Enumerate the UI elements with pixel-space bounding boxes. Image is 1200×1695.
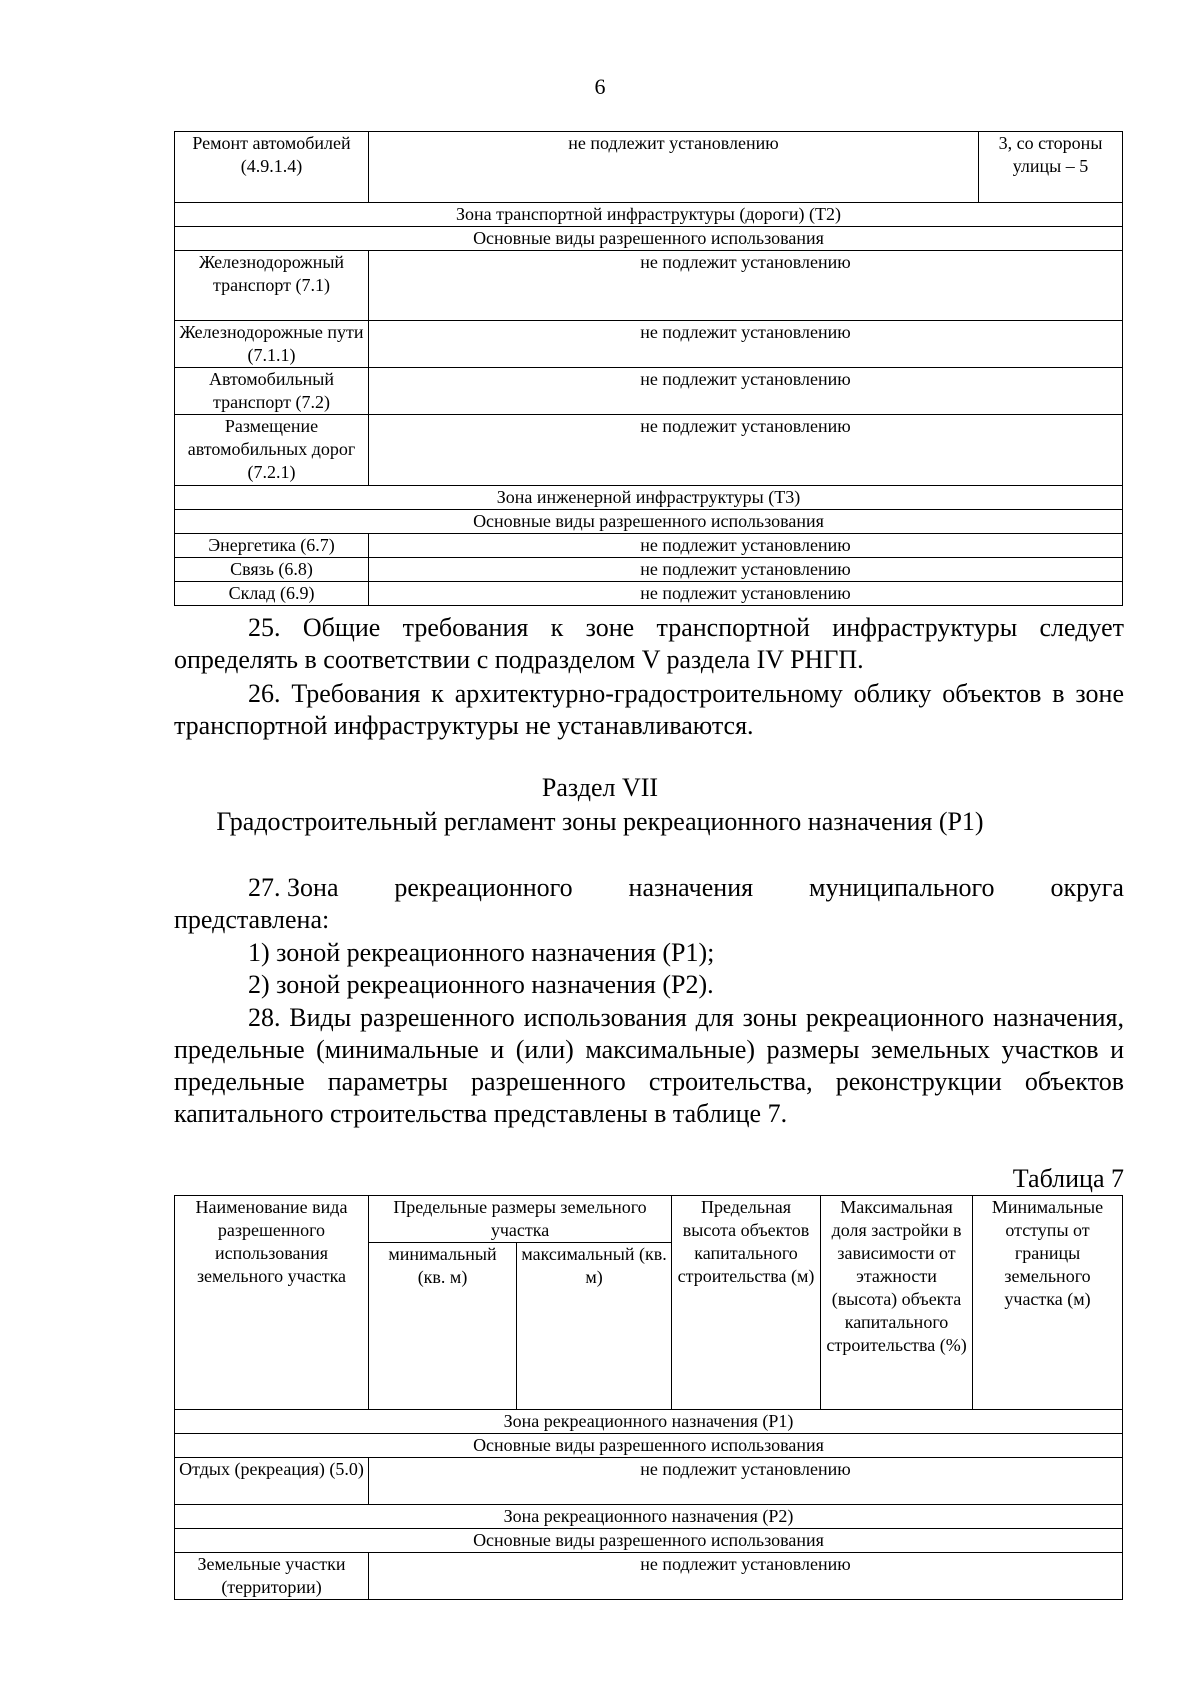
list-item-p2: 2) зоной рекреационного назначения (Р2). (248, 970, 714, 999)
zone-title-row (175, 1410, 1123, 1434)
header-max-size: максимальный (кв. м) (517, 1243, 672, 1410)
table-label: Таблица 7 (1012, 1164, 1124, 1193)
header-max-share: Максимальная доля застройки в зависимости от этажности (высота) объекта капитального строительства (%) (821, 1196, 973, 1410)
setback-cell: 3, со стороны улицы – 5 (979, 132, 1123, 203)
paragraph-27-word: назначения (628, 873, 754, 902)
zone-subtitle-row (175, 1529, 1123, 1553)
list-item-p1: 1) зоной рекреационного назначения (Р1); (248, 938, 715, 967)
zone-subtitle-row (175, 1434, 1123, 1458)
use-name-cell: Размещение автомобильных дорог (7.2.1) (175, 415, 369, 486)
table-row (175, 132, 1123, 203)
value-cell: не подлежит установлению (369, 368, 1123, 415)
section-heading: Раздел VII (541, 773, 659, 802)
paragraph-27-word: муниципального (809, 873, 995, 902)
value-cell: не подлежит установлению (369, 558, 1123, 582)
value-cell: не подлежит установлению (369, 534, 1123, 558)
zone-t3-subtitle: Основные виды разрешенного использования (175, 510, 1123, 534)
use-name-cell: Склад (6.9) (175, 582, 369, 606)
table-row (175, 558, 1123, 582)
use-name-cell: Ремонт автомобилей (4.9.1.4) (175, 132, 369, 203)
paragraph-28: 28. Виды разрешенного использования для зоны рекреационного назначения, предельные (минимальные и (или) максимальные) размеры земельных участков и предельные параметры разрешенного строительства, реконструкции объектов капитального строительства представлены в таблице 7. (174, 1003, 1124, 1128)
use-name-cell: Отдых (рекреация) (5.0) (175, 1458, 369, 1505)
section-title: Градостроительный регламент зоны рекреационного назначения (Р1) (216, 807, 984, 836)
zone-subtitle-row (175, 227, 1123, 251)
value-cell: не подлежит установлению (369, 1553, 1123, 1600)
zone-t2-title: Зона транспортной инфраструктуры (дороги) (Т2) (175, 203, 1123, 227)
table-row (175, 368, 1123, 415)
header-min-setback: Минимальные отступы от границы земельного участка (м) (973, 1196, 1123, 1410)
zone-title-row (175, 486, 1123, 510)
use-name-cell: Земельные участки (территории) (175, 1553, 369, 1600)
value-cell: не подлежит установлению (369, 132, 979, 203)
header-use-name: Наименование вида разрешенного использования земельного участка (175, 1196, 369, 1410)
table-row (175, 534, 1123, 558)
value-cell: не подлежит установлению (369, 415, 1123, 486)
zone-p1-subtitle: Основные виды разрешенного использования (175, 1434, 1123, 1458)
paragraph-27-line1 (248, 872, 1124, 904)
header-max-height: Предельная высота объектов капитального строительства (м) (672, 1196, 821, 1410)
table-row (175, 321, 1123, 368)
use-name-cell: Железнодорожный транспорт (7.1) (175, 251, 369, 321)
value-cell: не подлежит установлению (369, 251, 1123, 321)
zone-t3-title: Зона инженерной инфраструктуры (Т3) (175, 486, 1123, 510)
page-number: 6 (594, 74, 606, 99)
paragraph-27-word: рекреационного (394, 873, 573, 902)
value-cell: не подлежит установлению (369, 321, 1123, 368)
value-cell: не подлежит установлению (369, 1458, 1123, 1505)
recreation-zone-table (174, 1195, 1123, 1600)
header-min-size: минимальный (кв. м) (369, 1243, 517, 1410)
use-name-cell: Железнодорожные пути (7.1.1) (175, 321, 369, 368)
use-name-cell: Связь (6.8) (175, 558, 369, 582)
zone-subtitle-row (175, 510, 1123, 534)
table-row (175, 582, 1123, 606)
zone-table-continued (174, 131, 1123, 606)
paragraph-27-line2: представлена: (174, 905, 330, 934)
zone-t2-subtitle: Основные виды разрешенного использования (175, 227, 1123, 251)
table-row (175, 251, 1123, 321)
zone-p1-title: Зона рекреационного назначения (Р1) (175, 1410, 1123, 1434)
use-name-cell: Энергетика (6.7) (175, 534, 369, 558)
header-size-group: Предельные размеры земельного участка (369, 1196, 672, 1243)
paragraph-27-word: округа (1050, 873, 1124, 902)
zone-title-row (175, 203, 1123, 227)
header-row (175, 1196, 1123, 1243)
paragraph-27-word: 27. Зона (248, 873, 339, 902)
zone-title-row (175, 1505, 1123, 1529)
table-row (175, 415, 1123, 486)
table-row (175, 1458, 1123, 1505)
value-cell: не подлежит установлению (369, 582, 1123, 606)
use-name-cell: Автомобильный транспорт (7.2) (175, 368, 369, 415)
zone-p2-subtitle: Основные виды разрешенного использования (175, 1529, 1123, 1553)
zone-p2-title: Зона рекреационного назначения (Р2) (175, 1505, 1123, 1529)
paragraph-25: 25. Общие требования к зоне транспортной инфраструктуры следует определять в соответствии с подразделом V раздела IV РНГП. (174, 613, 1124, 674)
paragraph-26: 26. Требования к архитектурно-градостроительному облику объектов в зоне транспортной инфраструктуры не устанавливаются. (174, 679, 1124, 740)
table-row (175, 1553, 1123, 1600)
